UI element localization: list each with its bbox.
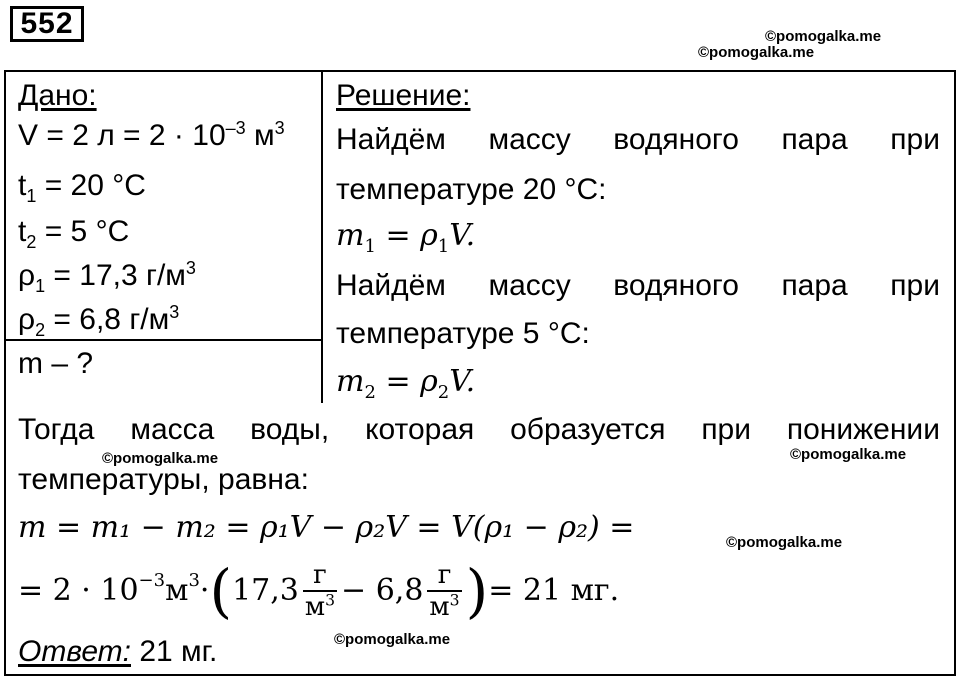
solution-line-1: Найдём массу водяного пара при [336,123,940,156]
answer-label: Ответ: [18,635,131,668]
formula-numeric: = 2 · 10 $^{-3}$ м $^3$ · ( 17,3 $\frac{г}{м^3}$ − 6,8 $\frac{г}{м^3}$ ) = 21 мг. [18,557,620,625]
formula-mass-difference: m = m₁ − m₂ = ρ₁V − ρ₂V = V(ρ₁ − ρ₂) = [18,510,635,545]
given-divider [4,339,323,341]
answer [18,634,217,670]
given-title: Дано: [18,79,97,112]
watermark: ©pomogalka.me [790,446,907,463]
solution-line-6: температуры, равна: [18,463,309,496]
fraction-g-per-m3: $\frac{г}{м^3}$ [429,560,460,622]
formula-m2: $m_2 = \rho_2V$. [336,364,476,403]
watermark: ©pomogalka.me [334,631,451,648]
find-value: m – ? [18,347,94,380]
watermark: ©pomogalka.me [698,44,815,61]
given-volume: V = 2 $л = 2 \cdot 10^{-3}$ $м^3$ [18,118,285,152]
solution-line-5: Тогда масса воды, которая образуется при понижении [18,413,940,446]
watermark: ©pomogalka.me [726,534,843,551]
given-rho1: $\rho_1 = 17,3$ $г/м^3$ [18,258,196,296]
solution-line-3: Найдём массу водяного пара при [336,269,940,302]
watermark: ©pomogalka.me [765,28,882,45]
solution-title: Решение: [336,79,471,112]
solution-line-2: температуре 20 °C: [336,173,607,206]
given-t2: $t_2 = 5$ °C [18,215,130,252]
answer-value: 21 мг. [131,635,218,668]
fraction-g-per-m3: $\frac{г}{м^3}$ [304,560,336,622]
problem-number: 552 [10,6,84,42]
solution-line-4: температуре 5 °C: [336,317,590,350]
given-t1: $t_1 = 20$ °C [18,169,146,206]
column-divider [321,70,323,403]
given-rho2: $\rho_2 = 6,8$ $г/м^3$ [18,302,180,340]
formula-m1: $m_1 = \rho_1V$. [336,218,476,257]
watermark: ©pomogalka.me [102,450,219,467]
